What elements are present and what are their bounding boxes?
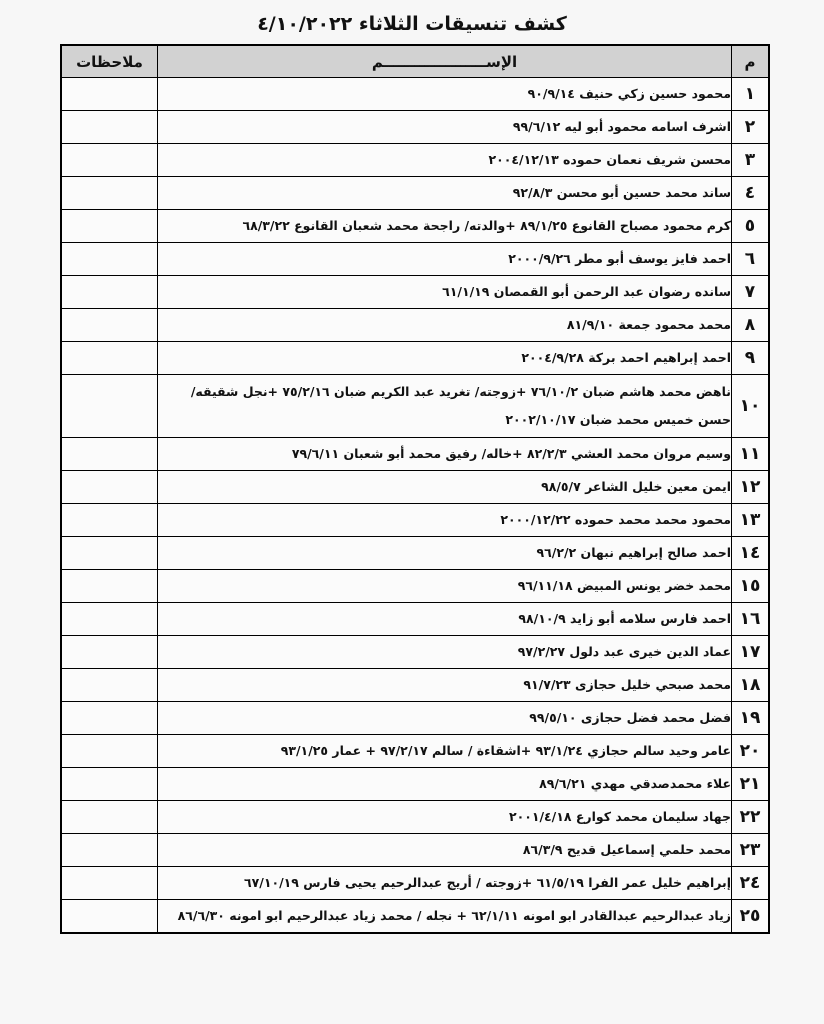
row-notes — [61, 144, 158, 177]
row-notes — [61, 702, 158, 735]
table-row — [61, 537, 769, 570]
row-name: محمد صبحي خليل حجازى ٩١/٧/٢٣ — [158, 669, 732, 702]
row-notes — [61, 834, 158, 867]
row-number: ٧ — [732, 276, 770, 309]
row-number: ١٣ — [732, 504, 770, 537]
table-row — [61, 801, 769, 834]
table-row — [61, 309, 769, 342]
row-name: علاء محمدصدقي مهدي ٨٩/٦/٢١ — [158, 768, 732, 801]
header-number: م — [732, 45, 770, 78]
row-name: إبراهيم خليل عمر الفرا ٦١/٥/١٩ +زوجته / أريج عبدالرحيم يحيى فارس ٦٧/١٠/١٩ — [158, 867, 732, 900]
row-number: ٨ — [732, 309, 770, 342]
row-notes — [61, 735, 158, 768]
schedule-table — [60, 44, 770, 934]
table-row — [61, 210, 769, 243]
row-number: ٦ — [732, 243, 770, 276]
table-row — [61, 570, 769, 603]
row-name: سانده رضوان عبد الرحمن أبو القمصان ٦١/١/١٩ — [158, 276, 732, 309]
table-row — [61, 768, 769, 801]
header-notes: ملاحظات — [61, 45, 158, 78]
row-notes — [61, 309, 158, 342]
row-name: وسيم مروان محمد العشي ٨٢/٢/٣ +خاله/ رفيق محمد أبو شعبان ٧٩/٦/١١ — [158, 438, 732, 471]
row-number: ٣ — [732, 144, 770, 177]
row-notes — [61, 504, 158, 537]
row-number: ١٩ — [732, 702, 770, 735]
row-notes — [61, 603, 158, 636]
row-notes — [61, 537, 158, 570]
row-name: احمد إبراهيم احمد بركة ٢٠٠٤/٩/٢٨ — [158, 342, 732, 375]
row-number: ١٢ — [732, 471, 770, 504]
row-name: ايمن معين خليل الشاعر ٩٨/٥/٧ — [158, 471, 732, 504]
row-notes — [61, 669, 158, 702]
table-row — [61, 111, 769, 144]
table-row — [61, 636, 769, 669]
row-number: ٢ — [732, 111, 770, 144]
row-name: اشرف اسامه محمود أبو ليه ٩٩/٦/١٢ — [158, 111, 732, 144]
row-notes — [61, 243, 158, 276]
row-name: ساند محمد حسين أبو محسن ٩٢/٨/٣ — [158, 177, 732, 210]
row-number: ٢٥ — [732, 900, 770, 934]
row-notes — [61, 342, 158, 375]
row-notes — [61, 111, 158, 144]
row-number: ٢٤ — [732, 867, 770, 900]
table-row — [61, 504, 769, 537]
row-name: جهاد سليمان محمد كوارع ٢٠٠١/٤/١٨ — [158, 801, 732, 834]
row-notes — [61, 78, 158, 111]
row-name: محمد حلمي إسماعيل قديح ٨٦/٣/٩ — [158, 834, 732, 867]
row-number: ٥ — [732, 210, 770, 243]
row-name: احمد صالح إبراهيم نبهان ٩٦/٢/٢ — [158, 537, 732, 570]
row-number: ٢٢ — [732, 801, 770, 834]
row-name: محمد محمود جمعة ٨١/٩/١٠ — [158, 309, 732, 342]
row-notes — [61, 768, 158, 801]
row-name: فضل محمد فضل حجازى ٩٩/٥/١٠ — [158, 702, 732, 735]
table-row — [61, 702, 769, 735]
table-row — [61, 834, 769, 867]
row-number: ١٦ — [732, 603, 770, 636]
row-notes — [61, 471, 158, 504]
row-notes — [61, 867, 158, 900]
table-row — [61, 867, 769, 900]
row-number: ٢١ — [732, 768, 770, 801]
row-number: ١٧ — [732, 636, 770, 669]
row-name: محسن شريف نعمان حموده ٢٠٠٤/١٢/١٣ — [158, 144, 732, 177]
row-name: كرم محمود مصباح القانوع ٨٩/١/٢٥ +والدته/ راجحة محمد شعبان القانوع ٦٨/٣/٢٢ — [158, 210, 732, 243]
row-notes — [61, 375, 158, 438]
row-number: ٤ — [732, 177, 770, 210]
table-row — [61, 243, 769, 276]
table-row — [61, 78, 769, 111]
row-number: ١١ — [732, 438, 770, 471]
row-number: ٢٣ — [732, 834, 770, 867]
row-name: زياد عبدالرحيم عبدالقادر ابو امونه ٦٢/١/١١ + نجله / محمد زياد عبدالرحيم ابو امونه ٨٦/٦/٣٠ — [158, 900, 732, 934]
row-name: احمد فايز يوسف أبو مطر ٢٠٠٠/٩/٢٦ — [158, 243, 732, 276]
row-notes — [61, 900, 158, 934]
header-name: الإســــــــــــــــــــم — [158, 45, 732, 78]
table-row — [61, 603, 769, 636]
row-name: محمود حسين زكي حنيف ٩٠/٩/١٤ — [158, 78, 732, 111]
page-title: كشف تنسيقات الثلاثاء ٤/١٠/٢٠٢٢ — [257, 13, 567, 35]
table-row — [61, 375, 769, 438]
row-name: عامر وحيد سالم حجازي ٩٣/١/٢٤ +اشقاءة / سالم ٩٧/٢/١٧ + عمار ٩٣/١/٢٥ — [158, 735, 732, 768]
row-notes — [61, 276, 158, 309]
row-name: محمود محمد محمد حموده ٢٠٠٠/١٢/٢٢ — [158, 504, 732, 537]
table-body — [61, 78, 769, 934]
row-name: ناهض محمد هاشم ضبان ٧٦/١٠/٢ +زوجته/ تغريد عبد الكريم ضبان ٧٥/٢/١٦ +نجل شقيقه/حسن خميس محمد ضبان ٢٠٠٢/١٠/١٧ — [158, 375, 732, 438]
row-name: محمد خضر يونس المبيض ٩٦/١١/١٨ — [158, 570, 732, 603]
table-header-row — [61, 45, 769, 78]
row-notes — [61, 801, 158, 834]
table-row — [61, 276, 769, 309]
row-notes — [61, 636, 158, 669]
table-row — [61, 177, 769, 210]
row-number: ١ — [732, 78, 770, 111]
row-name: احمد فارس سلامه أبو زايد ٩٨/١٠/٩ — [158, 603, 732, 636]
row-number: ١٠ — [732, 375, 770, 438]
row-number: ٩ — [732, 342, 770, 375]
row-notes — [61, 438, 158, 471]
row-notes — [61, 177, 158, 210]
table-row — [61, 900, 769, 934]
row-name: عماد الدين خيرى عبد دلول ٩٧/٢/٢٧ — [158, 636, 732, 669]
row-number: ١٥ — [732, 570, 770, 603]
row-number: ١٨ — [732, 669, 770, 702]
row-notes — [61, 570, 158, 603]
table-row — [61, 144, 769, 177]
table-row — [61, 735, 769, 768]
row-number: ١٤ — [732, 537, 770, 570]
table-row — [61, 471, 769, 504]
row-notes — [61, 210, 158, 243]
table-row — [61, 438, 769, 471]
table-row — [61, 342, 769, 375]
row-number: ٢٠ — [732, 735, 770, 768]
table-row — [61, 669, 769, 702]
